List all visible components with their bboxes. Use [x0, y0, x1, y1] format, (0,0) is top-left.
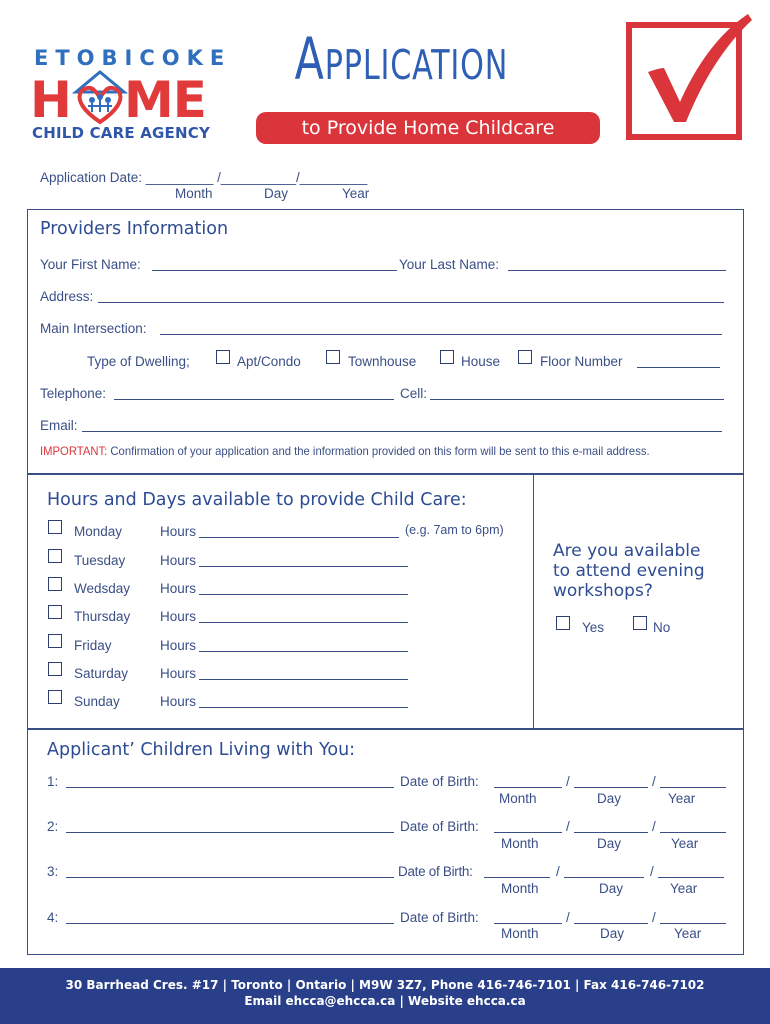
- child-4-slash-1: /: [566, 910, 570, 925]
- child-1-dob-year-input[interactable]: [660, 787, 726, 788]
- child-2-number: 2:: [47, 819, 59, 834]
- child-4-dob-label: Date of Birth:: [400, 910, 479, 925]
- logo-bottom-text: CHILD CARE AGENCY: [32, 124, 211, 142]
- child-2-dob-day-input[interactable]: [574, 832, 648, 833]
- telephone-input[interactable]: [114, 399, 394, 400]
- child-2-dob-month-input[interactable]: [494, 832, 562, 833]
- day-checkbox-saturday[interactable]: [48, 662, 62, 676]
- heart-house-icon: [72, 70, 128, 128]
- evening-question-line-2: to attend evening: [553, 561, 705, 581]
- hours-input-sunday[interactable]: [199, 707, 408, 708]
- hours-input-thursday[interactable]: [199, 622, 408, 623]
- children-title: Applicant’ Children Living with You:: [47, 740, 356, 760]
- child-4-dob-month-input[interactable]: [494, 923, 562, 924]
- last-name-label: Your Last Name:: [399, 257, 500, 272]
- day-label-monday: Monday: [74, 524, 123, 539]
- townhouse-label: Townhouse: [348, 354, 417, 369]
- child-4-year-label: Year: [674, 926, 702, 941]
- hours-input-monday[interactable]: [199, 537, 399, 538]
- hours-label-thursday: Hours: [160, 609, 197, 624]
- house-label: House: [461, 354, 501, 369]
- evening-question-line-3: workshops?: [553, 581, 653, 601]
- child-1-name-input[interactable]: [66, 787, 394, 788]
- house-checkbox[interactable]: [440, 350, 454, 364]
- providers-section: [27, 209, 744, 474]
- hours-input-saturday[interactable]: [199, 679, 408, 680]
- logo-h: H: [30, 71, 71, 129]
- important-label: IMPORTANT:: [40, 444, 108, 458]
- hours-example: (e.g. 7am to 6pm): [405, 523, 504, 537]
- floor-number-checkbox[interactable]: [518, 350, 532, 364]
- day-label-sunday: Sunday: [74, 694, 120, 709]
- child-3-slash-2: /: [650, 864, 654, 879]
- evening-no-checkbox[interactable]: [633, 616, 647, 630]
- day-label-saturday: Saturday: [74, 666, 129, 681]
- date-month-label: Month: [175, 186, 213, 201]
- hours-label-monday: Hours: [160, 524, 197, 539]
- day-checkbox-monday[interactable]: [48, 520, 62, 534]
- hours-label-sunday: Hours: [160, 694, 197, 709]
- child-2-dob-label: Date of Birth:: [400, 819, 479, 834]
- child-3-month-label: Month: [501, 881, 539, 896]
- apt-condo-checkbox[interactable]: [216, 350, 230, 364]
- hours-input-wednesday[interactable]: [199, 594, 408, 595]
- child-4-name-input[interactable]: [66, 923, 394, 924]
- cell-label: Cell:: [400, 386, 428, 401]
- hours-left-panel: [27, 474, 534, 729]
- child-4-slash-2: /: [652, 910, 656, 925]
- cell-input[interactable]: [430, 399, 724, 400]
- last-name-input[interactable]: [508, 270, 726, 271]
- day-checkbox-friday[interactable]: [48, 634, 62, 648]
- date-year-label: Year: [342, 186, 370, 201]
- footer-contact-line: 30 Barrhead Cres. #17 | Toronto | Ontario | M9W 3Z7, Phone 416-746-7101 | Fax 416-746-7102: [65, 978, 705, 992]
- day-label-tuesday: Tuesday: [74, 553, 126, 568]
- telephone-label: Telephone:: [40, 386, 107, 401]
- floor-number-input[interactable]: [637, 367, 720, 368]
- first-name-input[interactable]: [152, 270, 397, 271]
- important-text: Confirmation of your application and the information provided on this form will be sent to this e-mail address.: [107, 444, 650, 458]
- application-date-field[interactable]: Application Date: _________ /__________/_________: [40, 170, 368, 185]
- day-label-thursday: Thursday: [74, 609, 131, 624]
- checkmark-icon: [630, 8, 754, 132]
- child-3-name-input[interactable]: [66, 877, 394, 878]
- evening-question-line-1: Are you available: [553, 541, 701, 561]
- child-1-day-label: Day: [597, 791, 622, 806]
- child-2-dob-year-input[interactable]: [660, 832, 726, 833]
- child-1-slash-1: /: [566, 774, 570, 789]
- providers-title: Providers Information: [40, 219, 229, 239]
- child-2-year-label: Year: [671, 836, 699, 851]
- day-checkbox-wednesday[interactable]: [48, 577, 62, 591]
- hours-input-tuesday[interactable]: [199, 566, 408, 567]
- date-day-label: Day: [264, 186, 289, 201]
- hours-title: Hours and Days available to provide Child Care:: [47, 490, 467, 510]
- child-1-dob-month-input[interactable]: [494, 787, 562, 788]
- child-4-month-label: Month: [501, 926, 539, 941]
- child-3-dob-label: Date of Birth:: [398, 864, 473, 879]
- day-checkbox-thursday[interactable]: [48, 605, 62, 619]
- child-4-dob-day-input[interactable]: [574, 923, 648, 924]
- child-2-name-input[interactable]: [66, 832, 394, 833]
- logo-me: ME: [124, 71, 206, 129]
- floor-number-label: Floor Number: [540, 354, 623, 369]
- main-intersection-label: Main Intersection:: [40, 321, 147, 336]
- main-intersection-input[interactable]: [160, 334, 722, 335]
- child-4-dob-year-input[interactable]: [660, 923, 726, 924]
- address-input[interactable]: [98, 302, 724, 303]
- footer-web-line[interactable]: Email ehcca@ehcca.ca | Website ehcca.ca: [244, 994, 526, 1008]
- children-section: [27, 729, 744, 955]
- evening-no-label: No: [653, 620, 671, 635]
- child-3-dob-month-input[interactable]: [484, 877, 550, 878]
- apt-condo-label: Apt/Condo: [237, 354, 301, 369]
- child-2-day-label: Day: [597, 836, 622, 851]
- day-label-friday: Friday: [74, 638, 112, 653]
- townhouse-checkbox[interactable]: [326, 350, 340, 364]
- address-label: Address:: [40, 289, 94, 304]
- child-2-slash-2: /: [652, 819, 656, 834]
- evening-workshop-question: [553, 541, 705, 601]
- page-title: Application: [294, 25, 509, 93]
- child-3-number: 3:: [47, 864, 59, 879]
- logo-top-text: ETOBICOKE: [34, 46, 232, 70]
- child-4-day-label: Day: [600, 926, 625, 941]
- footer: [0, 968, 770, 1024]
- day-label-wednesday: Wedsday: [74, 581, 131, 596]
- child-3-slash-1: /: [556, 864, 560, 879]
- child-1-year-label: Year: [668, 791, 696, 806]
- day-checkbox-sunday[interactable]: [48, 690, 62, 704]
- child-3-dob-day-input[interactable]: [564, 877, 644, 878]
- child-4-number: 4:: [47, 910, 59, 925]
- child-2-month-label: Month: [501, 836, 539, 851]
- important-note: [40, 444, 650, 458]
- child-3-day-label: Day: [599, 881, 624, 896]
- day-checkbox-tuesday[interactable]: [48, 549, 62, 563]
- email-input[interactable]: [82, 431, 722, 432]
- child-1-number: 1:: [47, 774, 59, 789]
- hours-label-saturday: Hours: [160, 666, 197, 681]
- child-1-month-label: Month: [499, 791, 537, 806]
- hours-label-wednesday: Hours: [160, 581, 197, 596]
- child-2-slash-1: /: [566, 819, 570, 834]
- child-1-dob-label: Date of Birth:: [400, 774, 479, 789]
- email-label: Email:: [40, 418, 78, 433]
- evening-yes-label: Yes: [582, 620, 605, 635]
- agency-logo: [28, 44, 238, 146]
- child-3-year-label: Year: [670, 881, 698, 896]
- evening-yes-checkbox[interactable]: [556, 616, 570, 630]
- hours-input-friday[interactable]: [199, 651, 408, 652]
- hours-label-tuesday: Hours: [160, 553, 197, 568]
- child-1-slash-2: /: [652, 774, 656, 789]
- dwelling-type-label: Type of Dwelling;: [87, 354, 190, 369]
- first-name-label: Your First Name:: [40, 257, 141, 272]
- hours-label-friday: Hours: [160, 638, 197, 653]
- child-1-dob-day-input[interactable]: [574, 787, 648, 788]
- child-3-dob-year-input[interactable]: [658, 877, 724, 878]
- page-subtitle: to Provide Home Childcare: [256, 112, 600, 144]
